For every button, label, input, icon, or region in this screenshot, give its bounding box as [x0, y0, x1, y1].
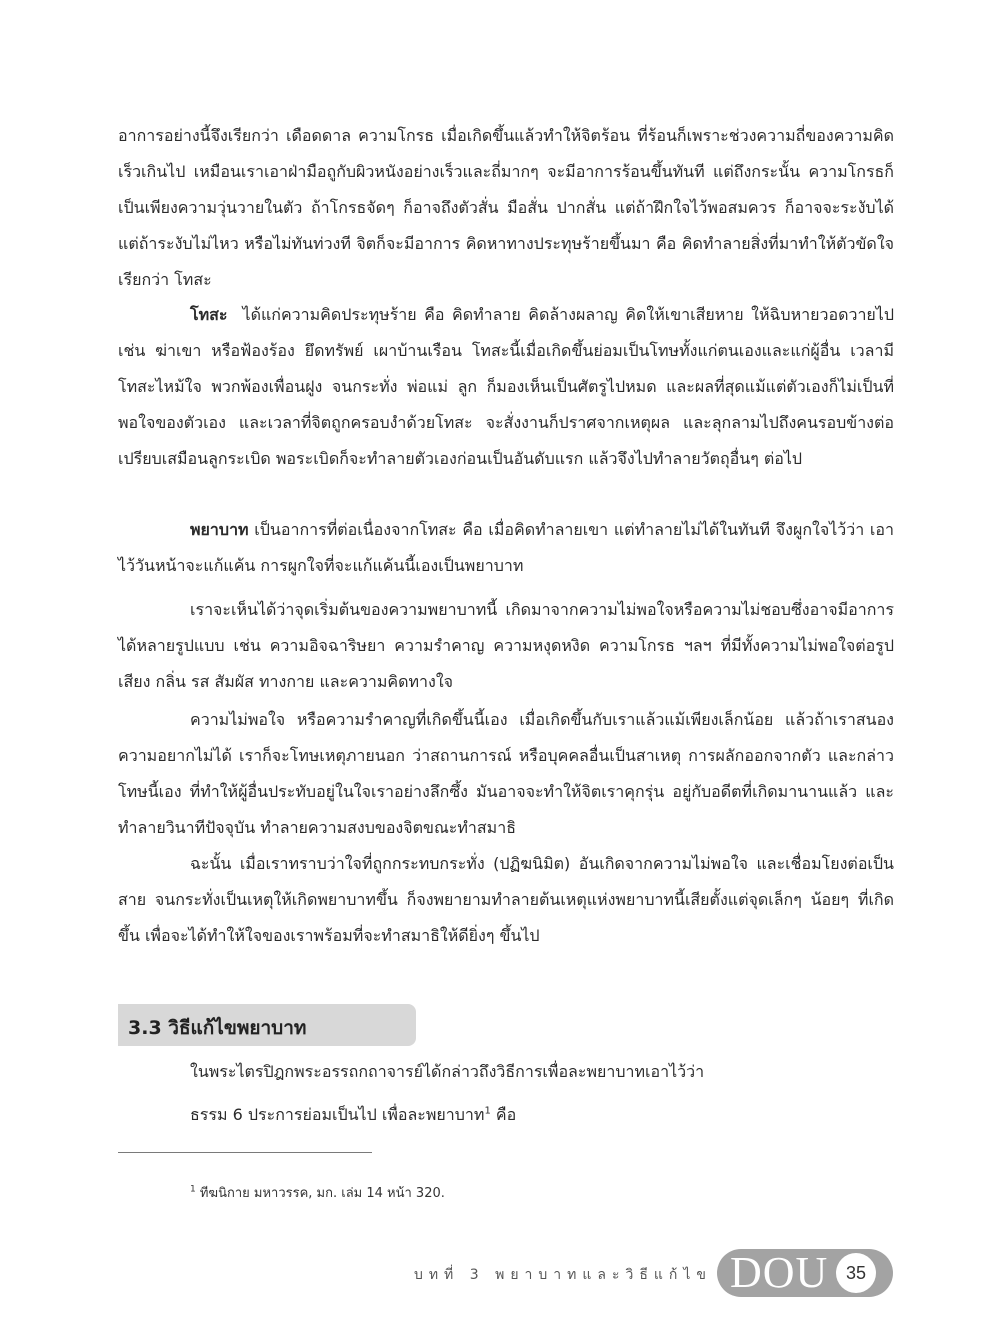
- paragraph-5: ความไม่พอใจ หรือความรำคาญที่เกิดขึ้นนี้เอง เมื่อเกิดขึ้นกับเราแล้วแม้เพียงเล็กน้อย แล้วถ้าเราสนองความอยากไม่ได้ เราก็จะโทษเหตุภายนอก ว่าสถานการณ์ หรือบุคคลอื่นเป็นสาเหตุ การผลักออกจากตัว และกล่าวโทษนี้เอง ที่ทำให้ผู้อื่นประทับอยู่ในใจเราอย่างลึกซึ้ง มันอาจจะทำให้จิตเราคุกรุ่น อยู่กับอดีตที่เกิดมานานแล้ว และทำลายวินาทีปัจจุบัน ทำลายความสงบของจิตขณะทำสมาธิ: [118, 710, 894, 837]
- paragraph-4: เราจะเห็นได้ว่าจุดเริ่มต้นของความพยาบาทนี้ เกิดมาจากความไม่พอใจหรือความไม่ชอบซึ่งอาจมีอาการได้หลายรูปแบบ เช่น ความอิจฉาริษยา ความรำคาญ ความหงุดหงิด ความโกรธ ฯลฯ ที่มีทั้งความไม่พอใจต่อรูป เสียง กลิ่น รส สัมผัส ทางกาย และความคิดทางใจ: [118, 600, 894, 691]
- section-title: 3.3 วิธีแก้ไขพยาบาท: [128, 1017, 307, 1039]
- paragraph-dosa: [118, 297, 894, 477]
- intro2-end: คือ: [490, 1105, 517, 1124]
- intro2-text: ธรรม 6 ประการย่อมเป็นไป เพื่อละพยาบาท: [190, 1105, 485, 1124]
- dou-logo: DOU: [730, 1248, 829, 1297]
- footnote-ref: 1: [484, 1105, 491, 1117]
- page-number: 35: [845, 1263, 867, 1283]
- chapter-running-title: บทที่ 3 พยาบาทและวิธีแก้ไข: [413, 1267, 712, 1283]
- section-heading-box: [118, 1004, 416, 1046]
- section-intro-line-2: [190, 1101, 890, 1129]
- term-dosa: โทสะ: [190, 305, 228, 324]
- footnote-divider: [118, 1152, 372, 1153]
- paragraph-payabat: [118, 512, 894, 584]
- page-number-circle: [836, 1253, 876, 1293]
- paragraph-1: อาการอย่างนี้จึงเรียกว่า เดือดดาล ความโกรธ เมื่อเกิดขึ้นแล้วทำให้จิตร้อน ที่ร้อนก็เพราะช่วงความถี่ของความคิดเร็วเกินไป เหมือนเราเอาฝ่ามือถูกับผิวหนังอย่างเร็วและถี่มากๆ จะมีอาการร้อนขึ้นทันที แต่ถึงกระนั้น ความโกรธก็เป็นเพียงความวุ่นวายในตัว ถ้าโกรธจัดๆ ก็อาจถึงตัวสั่น มือสั่น ปากสั่น แต่ถ้าฝึกใจไว้พอสมควร ก็อาจจะระงับได้ แต่ถ้าระงับไม่ไหว หรือไม่ทันท่วงที จิตก็จะมีอาการ คิดหาทางประทุษร้ายขึ้นมา คือ คิดทำลายสิ่งที่มาทำให้ตัวขัดใจ เรียกว่า โทสะ: [118, 126, 894, 289]
- footnote-mark: 1: [190, 1184, 196, 1195]
- paragraph-6: ฉะนั้น เมื่อเราทราบว่าใจที่ถูกกระทบกระทั่ง (ปฏิฆนิมิต) อันเกิดจากความไม่พอใจ และเชื่อมโยงต่อเป็นสาย จนกระทั่งเป็นเหตุให้เกิดพยาบาทขึ้น ก็จงพยายามทำลายต้นเหตุแห่งพยาบาทนี้เสียตั้งแต่จุดเล็กๆ น้อยๆ ที่เกิดขึ้น เพื่อจะได้ทำให้ใจของเราพร้อมที่จะทำสมาธิให้ดียิ่งๆ ขึ้นไป: [118, 854, 894, 945]
- paragraph-dosa-text: ได้แก่ความคิดประทุษร้าย คือ คิดทำลาย คิดล้างผลาญ คิดให้เขาเสียหาย ให้ฉิบหายวอดวายไป เช่น ฆ่าเขา หรือฟ้องร้อง ยึดทรัพย์ เผาบ้านเรือน โทสะนี้เมื่อเกิดขึ้นย่อมเป็นโทษทั้งแก่ตนเองและแก่ผู้อื่น เวลามีโทสะไหม้ใจ พวกพ้องเพื่อนฝูง จนกระทั่ง พ่อแม่ ลูก ก็มองเห็นเป็นศัตรูไปหมด และผลที่สุดแม้แต่ตัวเองก็ไม่เป็นที่พอใจของตัวเอง และเวลาที่จิตถูกครอบงำด้วยโทสะ จะสั่งงานก็ปราศจากเหตุผล และลุกลามไปถึงคนรอบข้างต่อ เปรียบเสมือนลูกระเบิด พอระเบิดก็จะทำลายตัวเองก่อนเป็นอันดับแรก แล้วจึงไปทำลายวัตถุอื่นๆ ต่อไป: [118, 305, 894, 468]
- paragraph-payabat-text: เป็นอาการที่ต่อเนื่องจากโทสะ คือ เมื่อคิดทำลายเขา แต่ทำลายไม่ได้ในทันที จึงผูกใจไว้ว่า เอาไว้วันหน้าจะแก้แค้น การผูกใจที่จะแก้แค้นนี้เองเป็นพยาบาท: [118, 520, 894, 575]
- dou-page-badge: [717, 1249, 893, 1297]
- term-payabat: พยาบาท: [190, 520, 249, 539]
- section-intro-line: ในพระไตรปิฎกพระอรรถกถาจารย์ได้กล่าวถึงวิธีการเพื่อละพยาบาทเอาไว้ว่า: [190, 1062, 705, 1081]
- footnote-text: ทีฆนิกาย มหาวรรค, มก. เล่ม 14 หน้า 320.: [195, 1186, 445, 1201]
- footnote: [190, 1184, 445, 1204]
